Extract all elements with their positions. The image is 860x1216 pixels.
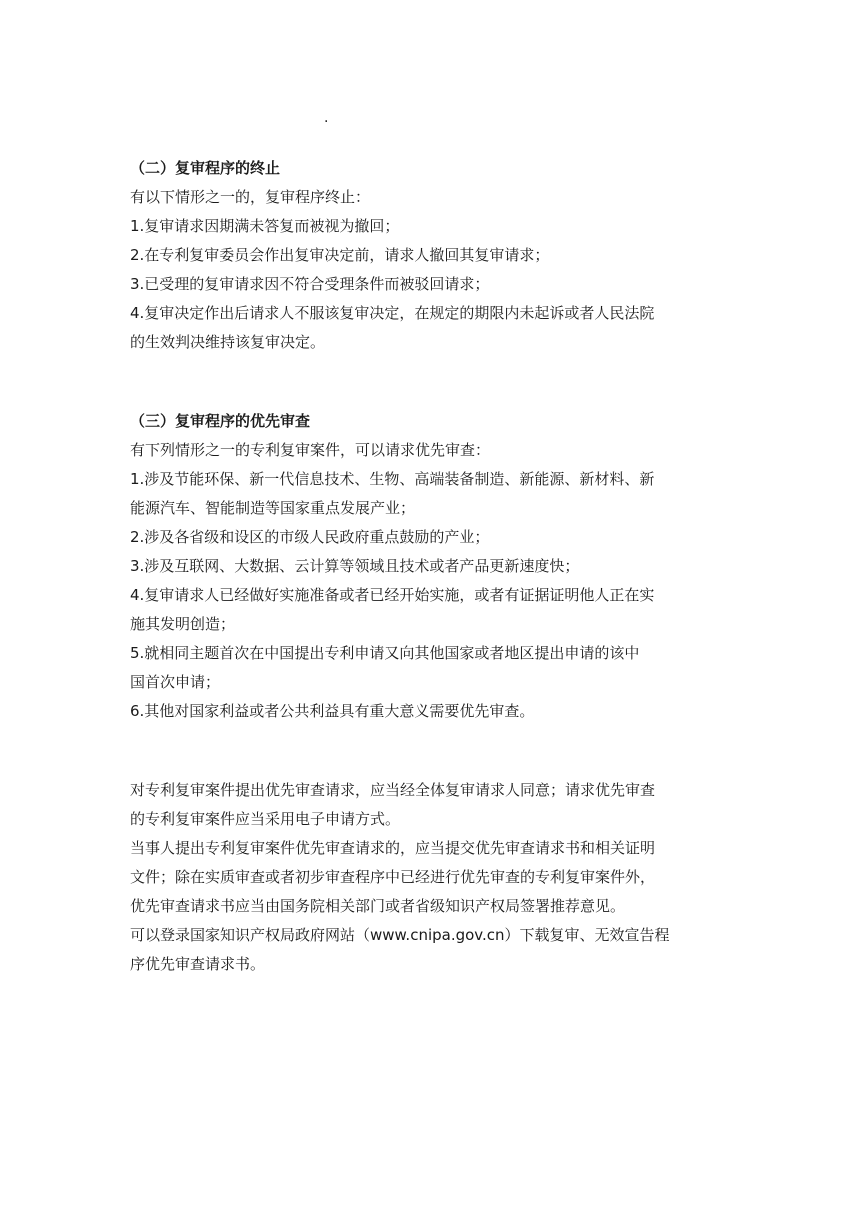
paragraph-line: 2.涉及各省级和设区的市级人民政府重点鼓励的产业；	[130, 528, 490, 546]
paragraph-line: 的生效判决维持该复审决定。	[130, 333, 326, 351]
paragraph-line: 对专利复审案件提出优先审查请求，应当经全体复审请求人同意；请求优先审查	[130, 781, 656, 799]
section-heading: （三）复审程序的优先审查	[130, 412, 311, 430]
paragraph-line: 5.就相同主题首次在中国提出专利申请又向其他国家或者地区提出申请的该中	[130, 644, 640, 662]
paragraph-line: 的专利复审案件应当采用电子申请方式。	[130, 810, 401, 828]
paragraph-line: 施其发明创造；	[130, 615, 236, 633]
paragraph-line: 4.复审决定作出后请求人不服该复审决定，在规定的期限内未起诉或者人民法院	[130, 304, 655, 322]
paragraph-line: 序优先审查请求书。	[130, 955, 266, 973]
section-priority-examination	[130, 407, 730, 726]
paragraph-line: 国首次申请；	[130, 673, 221, 691]
paragraph-line: 3.涉及互联网、大数据、云计算等领域且技术或者产品更新速度快；	[130, 557, 580, 575]
paragraph-line: 能源汽车、智能制造等国家重点发展产业；	[130, 499, 416, 517]
paragraph-line: 有下列情形之一的专利复审案件，可以请求优先审查：	[130, 441, 491, 459]
paragraph-line: 优先审查请求书应当由国务院相关部门或者省级知识产权局签署推荐意见。	[130, 897, 626, 915]
paragraph-line: 文件；除在实质审查或者初步审查程序中已经进行优先审查的专利复审案件外，	[130, 868, 656, 886]
paragraph-line: 有以下情形之一的，复审程序终止：	[130, 188, 371, 206]
paragraph-line: 3.已受理的复审请求因不符合受理条件而被驳回请求；	[130, 275, 490, 293]
paragraph-line: 可以登录国家知识产权局政府网站（www.cnipa.gov.cn）下载复审、无效宣告程	[130, 926, 670, 944]
paragraph-line: 2.在专利复审委员会作出复审决定前，请求人撤回其复审请求；	[130, 246, 550, 264]
section-priority-procedure	[130, 776, 730, 979]
page-marker: .	[324, 110, 329, 126]
document-body	[130, 154, 730, 979]
paragraph-line: 1.复审请求因期满未答复而被视为撤回；	[130, 217, 400, 235]
paragraph-line: 当事人提出专利复审案件优先审查请求的，应当提交优先审查请求书和相关证明	[130, 839, 656, 857]
section-termination	[130, 154, 730, 357]
paragraph-line: 6.其他对国家利益或者公共利益具有重大意义需要优先审查。	[130, 702, 535, 720]
section-heading: （二）复审程序的终止	[130, 159, 281, 177]
paragraph-line: 1.涉及节能环保、新一代信息技术、生物、高端装备制造、新能源、新材料、新	[130, 470, 655, 488]
paragraph-line: 4.复审请求人已经做好实施准备或者已经开始实施，或者有证据证明他人正在实	[130, 586, 655, 604]
